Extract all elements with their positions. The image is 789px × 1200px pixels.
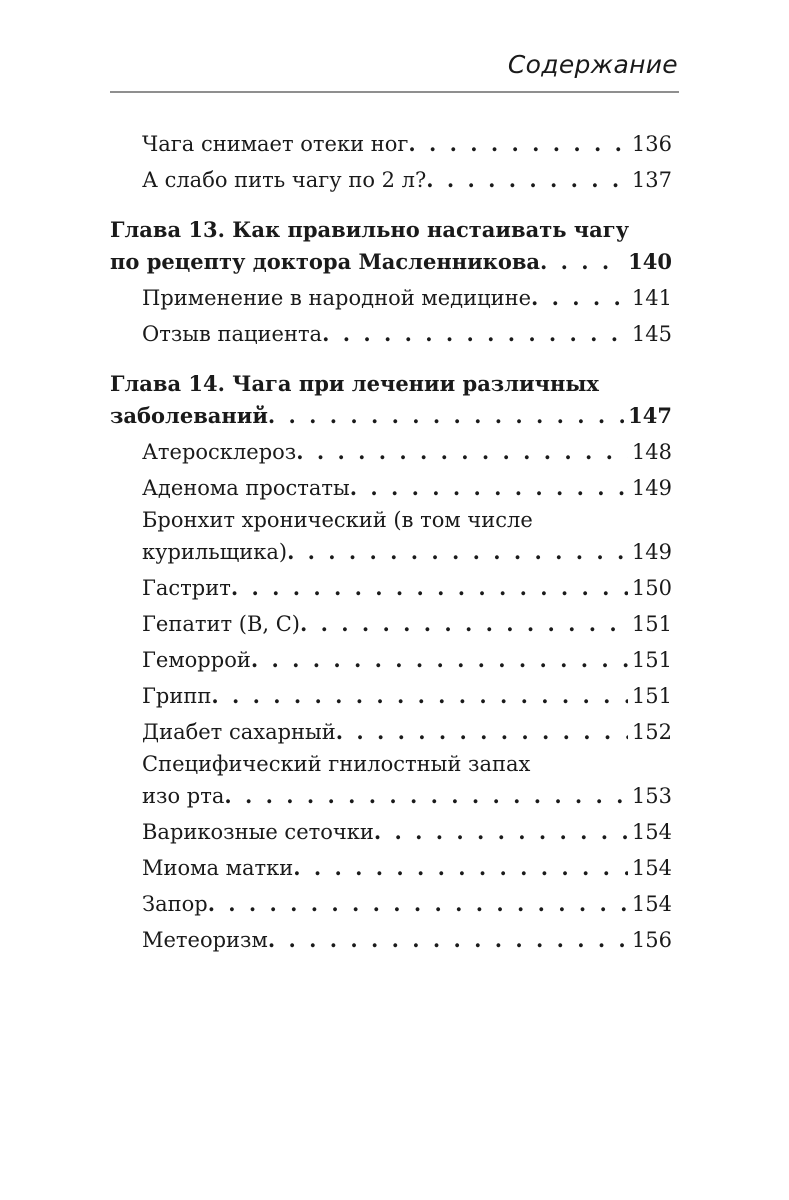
toc-entry-title: Отзыв пациента (142, 322, 323, 346)
toc-entry-row (110, 850, 672, 886)
dot-leader (287, 534, 628, 570)
toc-entry (110, 126, 672, 162)
toc-entry (110, 714, 672, 750)
dot-leader (426, 162, 628, 198)
toc-entry-title: заболеваний (110, 403, 268, 428)
toc-entry-title: Запор (142, 892, 208, 916)
dot-leader (268, 922, 628, 958)
toc-entry (110, 850, 672, 886)
toc-entry (110, 570, 672, 606)
toc-entry-row (110, 470, 672, 506)
toc-page-number: 149 (631, 540, 672, 564)
toc-entry-title: Атеросклероз (142, 440, 297, 464)
toc-entry-row (110, 534, 672, 570)
toc-page-number: 154 (631, 892, 672, 916)
toc-page-number: 136 (631, 132, 672, 156)
table-of-contents (110, 126, 672, 958)
dot-leader (251, 642, 628, 678)
toc-entry-title: Диабет сахарный (142, 720, 336, 744)
toc-page-number: 145 (631, 322, 672, 346)
toc-entry-row (110, 244, 672, 280)
dot-leader (224, 778, 628, 814)
toc-entry-title: Применение в народной медицине (142, 286, 531, 310)
toc-entry-title: Варикозные сеточки (142, 820, 374, 844)
toc-page-number: 150 (631, 576, 672, 600)
toc-entry-title-line: Глава 13. Как правильно настаивать чагу (110, 217, 630, 242)
toc-page-number: 151 (631, 684, 672, 708)
toc-entry (110, 162, 672, 198)
toc-entry-title: Гастрит (142, 576, 231, 600)
header-rule (110, 91, 679, 93)
running-head-title: Содержание (507, 50, 678, 79)
toc-entry-title-line: Бронхит хронический (в том числе (142, 508, 533, 532)
toc-entry (110, 606, 672, 642)
toc-entry-row (110, 434, 672, 470)
toc-entry-row (110, 606, 672, 642)
toc-page-number: 149 (631, 476, 672, 500)
toc-entry (110, 470, 672, 506)
dot-leader (350, 470, 628, 506)
toc-page-number: 140 (628, 249, 672, 274)
dot-leader (293, 850, 628, 886)
toc-entry (110, 922, 672, 958)
dot-leader (268, 398, 624, 434)
toc-entry (110, 814, 672, 850)
toc-page-number: 154 (631, 820, 672, 844)
toc-entry-title: Геморрой (142, 648, 251, 672)
toc-entry-title: А слабо пить чагу по 2 л? (142, 168, 427, 192)
dot-leader (296, 434, 628, 470)
toc-page-number: 147 (628, 403, 672, 428)
toc-entry-row (110, 678, 672, 714)
toc-page-number: 156 (631, 928, 672, 952)
toc-page-number: 141 (631, 286, 672, 310)
toc-entry-title: курильщика) (142, 540, 288, 564)
toc-entry-row (110, 398, 672, 434)
toc-entry (110, 280, 672, 316)
toc-entry-row (110, 570, 672, 606)
toc-entry-row (110, 922, 672, 958)
toc-entry-row (110, 162, 672, 198)
toc-entry-title: Аденома простаты (142, 476, 350, 500)
toc-entry-title: Чага снимает отеки ног (142, 132, 409, 156)
toc-chapter (110, 198, 672, 280)
dot-leader (322, 316, 628, 352)
toc-entry-title-line: Специфический гнилостный запах (142, 752, 531, 776)
toc-entry-row (110, 714, 672, 750)
toc-entry-title: по рецепту доктора Масленникова (110, 249, 541, 274)
toc-entry-title: изо рта (142, 784, 225, 808)
toc-chapter (110, 352, 672, 434)
toc-page-number: 137 (631, 168, 672, 192)
toc-page-number: 153 (631, 784, 672, 808)
toc-entry-title: Гепатит (В, С) (142, 612, 300, 636)
toc-entry (110, 886, 672, 922)
toc-entry (110, 506, 672, 570)
toc-entry-row (110, 316, 672, 352)
toc-entry-title: Миома матки (142, 856, 294, 880)
toc-entry-title: Грипп (142, 684, 212, 708)
dot-leader (374, 814, 628, 850)
toc-page-number: 154 (631, 856, 672, 880)
dot-leader (300, 606, 628, 642)
toc-entry-row (110, 778, 672, 814)
toc-entry-title: Метеоризм (142, 928, 268, 952)
toc-entry (110, 678, 672, 714)
dot-leader (208, 886, 628, 922)
toc-entry (110, 642, 672, 678)
dot-leader (540, 244, 624, 280)
dot-leader (231, 570, 628, 606)
toc-entry-row (110, 126, 672, 162)
toc-entry-row (110, 814, 672, 850)
toc-entry (110, 750, 672, 814)
toc-entry-row (110, 886, 672, 922)
toc-entry (110, 316, 672, 352)
toc-entry-title-line: Глава 14. Чага при лечении различных (110, 371, 599, 396)
toc-entry-row (110, 280, 672, 316)
dot-leader (211, 678, 628, 714)
toc-entry (110, 434, 672, 470)
toc-page-number: 151 (631, 648, 672, 672)
dot-leader (531, 280, 628, 316)
toc-page-number: 148 (631, 440, 672, 464)
toc-entry-row (110, 642, 672, 678)
toc-page-number: 152 (631, 720, 672, 744)
dot-leader (408, 126, 627, 162)
dot-leader (336, 714, 628, 750)
toc-page-number: 151 (631, 612, 672, 636)
